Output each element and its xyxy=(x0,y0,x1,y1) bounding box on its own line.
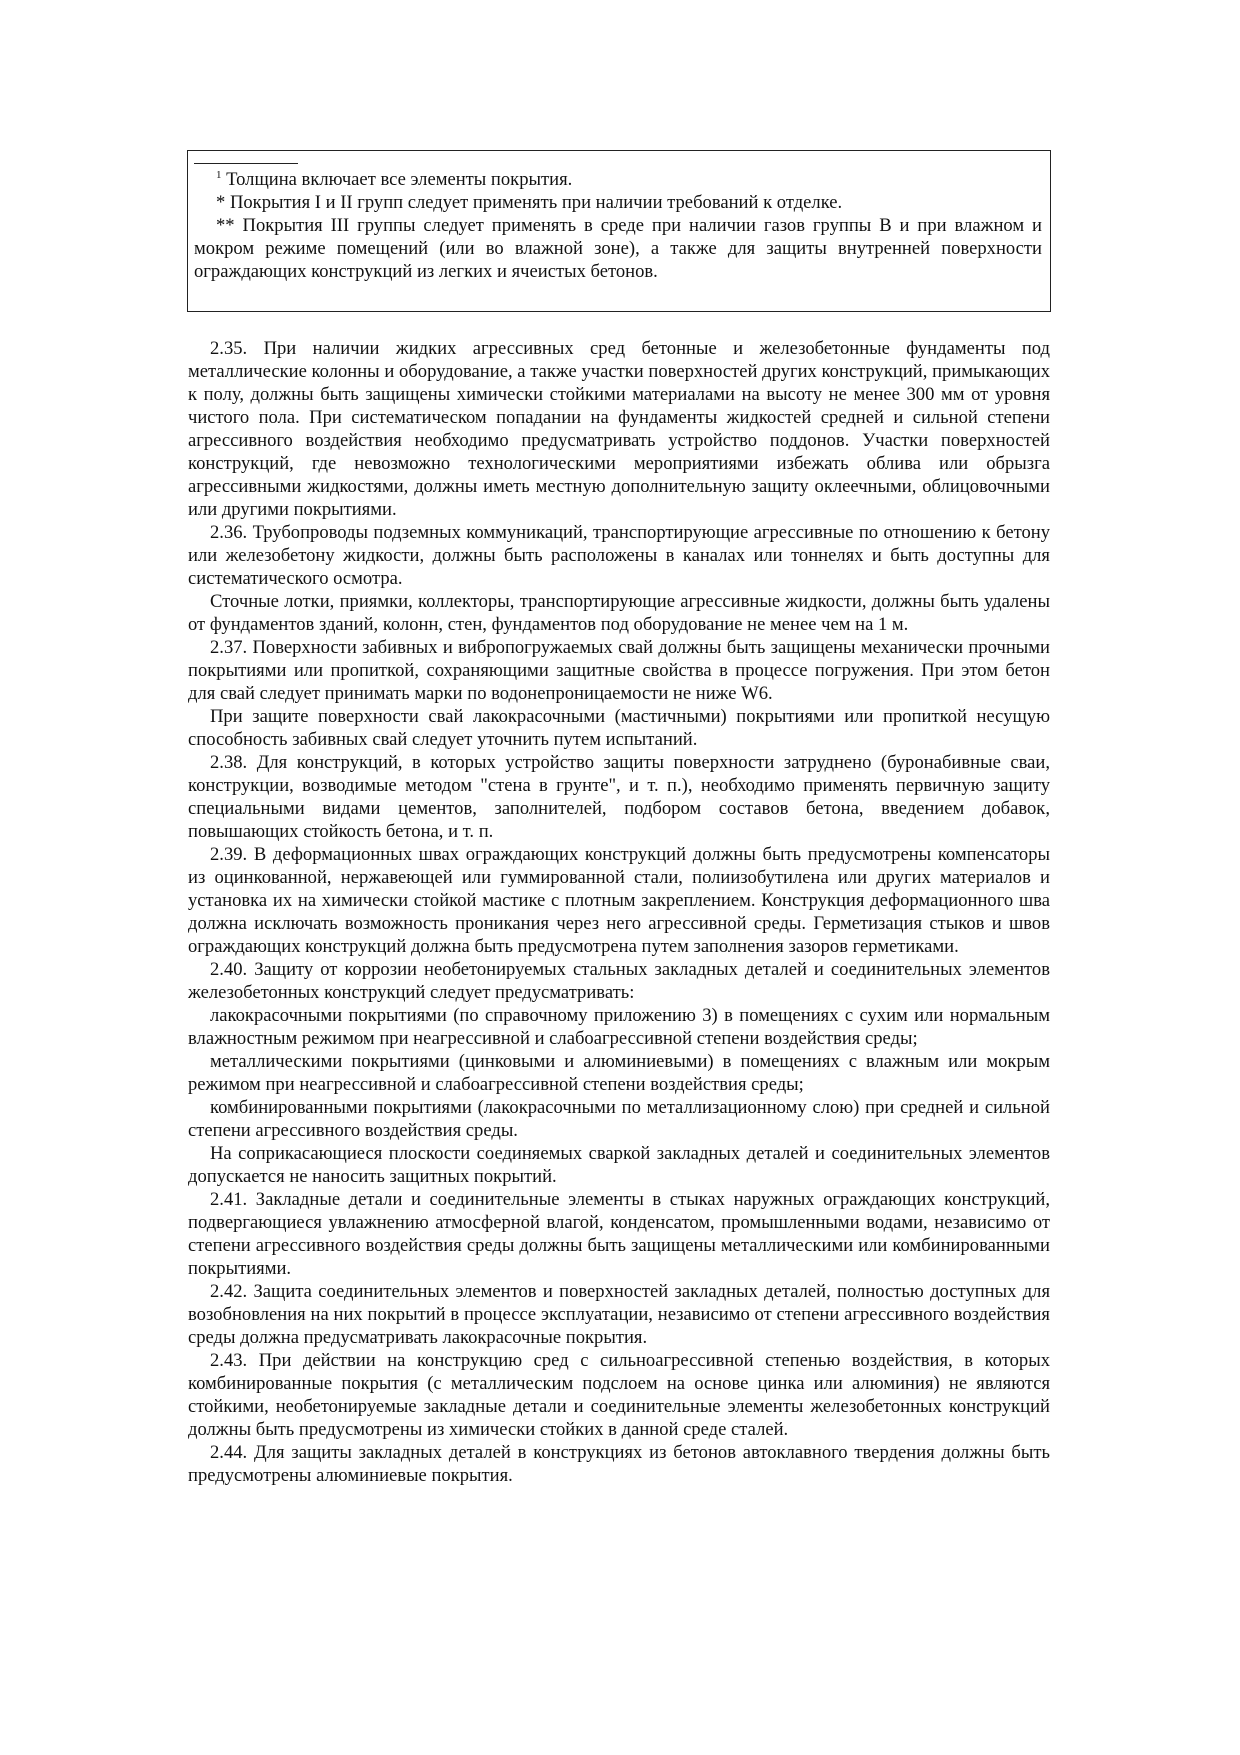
paragraph-2-41: 2.41. Закладные детали и соединительные элементы в стыках наружных ограждающих конструкций, подвергающиеся увлажнению атмосферной влагой, конденсатом, промышленными водами, независимо от степени агрессивного воздействия среды должны быть защищены металлическими или комбинированными покрытиями. xyxy=(188,1189,1050,1279)
paragraph-2-36: 2.36. Трубопроводы подземных коммуникаций, транспортирующие агрессивные по отношению к бетону или железобетону жидкости, должны быть расположены в каналах или тоннелях и быть доступны для систематического осмотра. xyxy=(188,522,1050,589)
body-text xyxy=(188,337,1050,1487)
footnote-separator xyxy=(194,163,298,164)
paragraph-2-35: 2.35. При наличии жидких агрессивных сред бетонные и железобетонные фундаменты под металлические колонны и оборудование, а также участки поверхностей других конструкций, примыкающих к полу, должны быть защищены химически стойкими материалами на высоту не менее 300 мм от уровня чистого пола. При систематическом попадании на фундаменты жидкостей средней и сильной степени агрессивного воздействия необходимо предусматривать устройство поддонов. Участки поверхностей конструкций, где невозможно технологическими мероприятиями избежать облива или обрызга агрессивными жидкостями, должны иметь местную дополнительную защиту оклеечными, облицовочными или другими покрытиями. xyxy=(188,338,1050,520)
paragraph-drain-trays: Сточные лотки, приямки, коллекторы, транспортирующие агрессивные жидкости, должны быть удалены от фундаментов зданий, колонн, стен, фундаментов под оборудование не менее чем на 1 м. xyxy=(188,591,1050,635)
list-item-paint-coatings: лакокрасочными покрытиями (по справочному приложению 3) в помещениях с сухим или нормальным влажностным режимом при неагрессивной и слабоагрессивной степени воздействия среды; xyxy=(188,1005,1050,1049)
paragraph-pile-coating: При защите поверхности свай лакокрасочными (мастичными) покрытиями или пропиткой несущую способность забивных свай следует уточнить путем испытаний. xyxy=(188,706,1050,750)
footnote-groups-1-2: * Покрытия I и II групп следует применять при наличии требований к отделке. xyxy=(216,192,843,213)
list-item-combined-coatings: комбинированными покрытиями (лакокрасочными по металлизационному слою) при средней и сильной степени агрессивного воздействия среды. xyxy=(188,1097,1050,1141)
footnote-group-3: ** Покрытия III группы следует применять в среде при наличии газов группы В и при влажном и мокром режиме помещений (или во влажной зоне), а также для защиты внутренней поверхности ограждающих конструкций из легких и ячеистых бетонов. xyxy=(194,215,1042,282)
paragraph-2-42: 2.42. Защита соединительных элементов и поверхностей закладных деталей, полностью доступных для возобновления на них покрытий в процессе эксплуатации, независимо от степени агрессивного воздействия среды должна предусматривать лакокрасочные покрытия. xyxy=(188,1281,1050,1348)
footnote-marker: 1 xyxy=(216,169,222,181)
footnote-box xyxy=(187,150,1051,312)
paragraph-2-43: 2.43. При действии на конструкцию сред с сильноагрессивной степенью воздействия, в которых комбинированные покрытия (с металлическим подслоем на основе цинка или алюминия) не являются стойкими, необетонируемые закладные детали и соединительные элементы железобетонных конструкций должны быть предусмотрены из химически стойких в данной среде сталей. xyxy=(188,1350,1050,1440)
list-item-metal-coatings: металлическими покрытиями (цинковыми и алюминиевыми) в помещениях с влажным или мокрым режимом при неагрессивной и слабоагрессивной степени воздействия среды; xyxy=(188,1051,1050,1095)
paragraph-2-40: 2.40. Защиту от коррозии необетонируемых стальных закладных деталей и соединительных элементов железобетонных конструкций следует предусматривать: xyxy=(188,959,1050,1003)
paragraph-2-39: 2.39. В деформационных швах ограждающих конструкций должны быть предусмотрены компенсаторы из оцинкованной, нержавеющей или гуммированной стали, полиизобутилена или других материалов и установка их на химически стойкой мастике с плотным закреплением. Конструкция деформационного шва должна исключать возможность проникания через него агрессивной среды. Герметизация стыков и швов ограждающих конструкций должна быть предусмотрена путем заполнения зазоров герметиками. xyxy=(188,844,1050,957)
footnote-thickness-text: Толщина включает все элементы покрытия. xyxy=(221,169,573,190)
paragraph-welded-surfaces: На соприкасающиеся плоскости соединяемых сваркой закладных деталей и соединительных элементов допускается не наносить защитных покрытий. xyxy=(188,1143,1050,1187)
paragraph-2-38: 2.38. Для конструкций, в которых устройство защиты поверхности затруднено (буронабивные сваи, конструкции, возводимые методом "стена в грунте", и т. п.), необходимо применять первичную защиту специальными видами цементов, заполнителей, подбором составов бетона, введением добавок, повышающих стойкость бетона, и т. п. xyxy=(188,752,1050,842)
paragraph-2-44: 2.44. Для защиты закладных деталей в конструкциях из бетонов автоклавного твердения должны быть предусмотрены алюминиевые покрытия. xyxy=(188,1442,1050,1486)
paragraph-2-37: 2.37. Поверхности забивных и вибропогружаемых свай должны быть защищены механически прочными покрытиями или пропиткой, сохраняющими защитные свойства в процессе погружения. При этом бетон для свай следует принимать марки по водонепроницаемости не ниже W6. xyxy=(188,637,1050,704)
footnote-thickness xyxy=(194,168,1042,191)
